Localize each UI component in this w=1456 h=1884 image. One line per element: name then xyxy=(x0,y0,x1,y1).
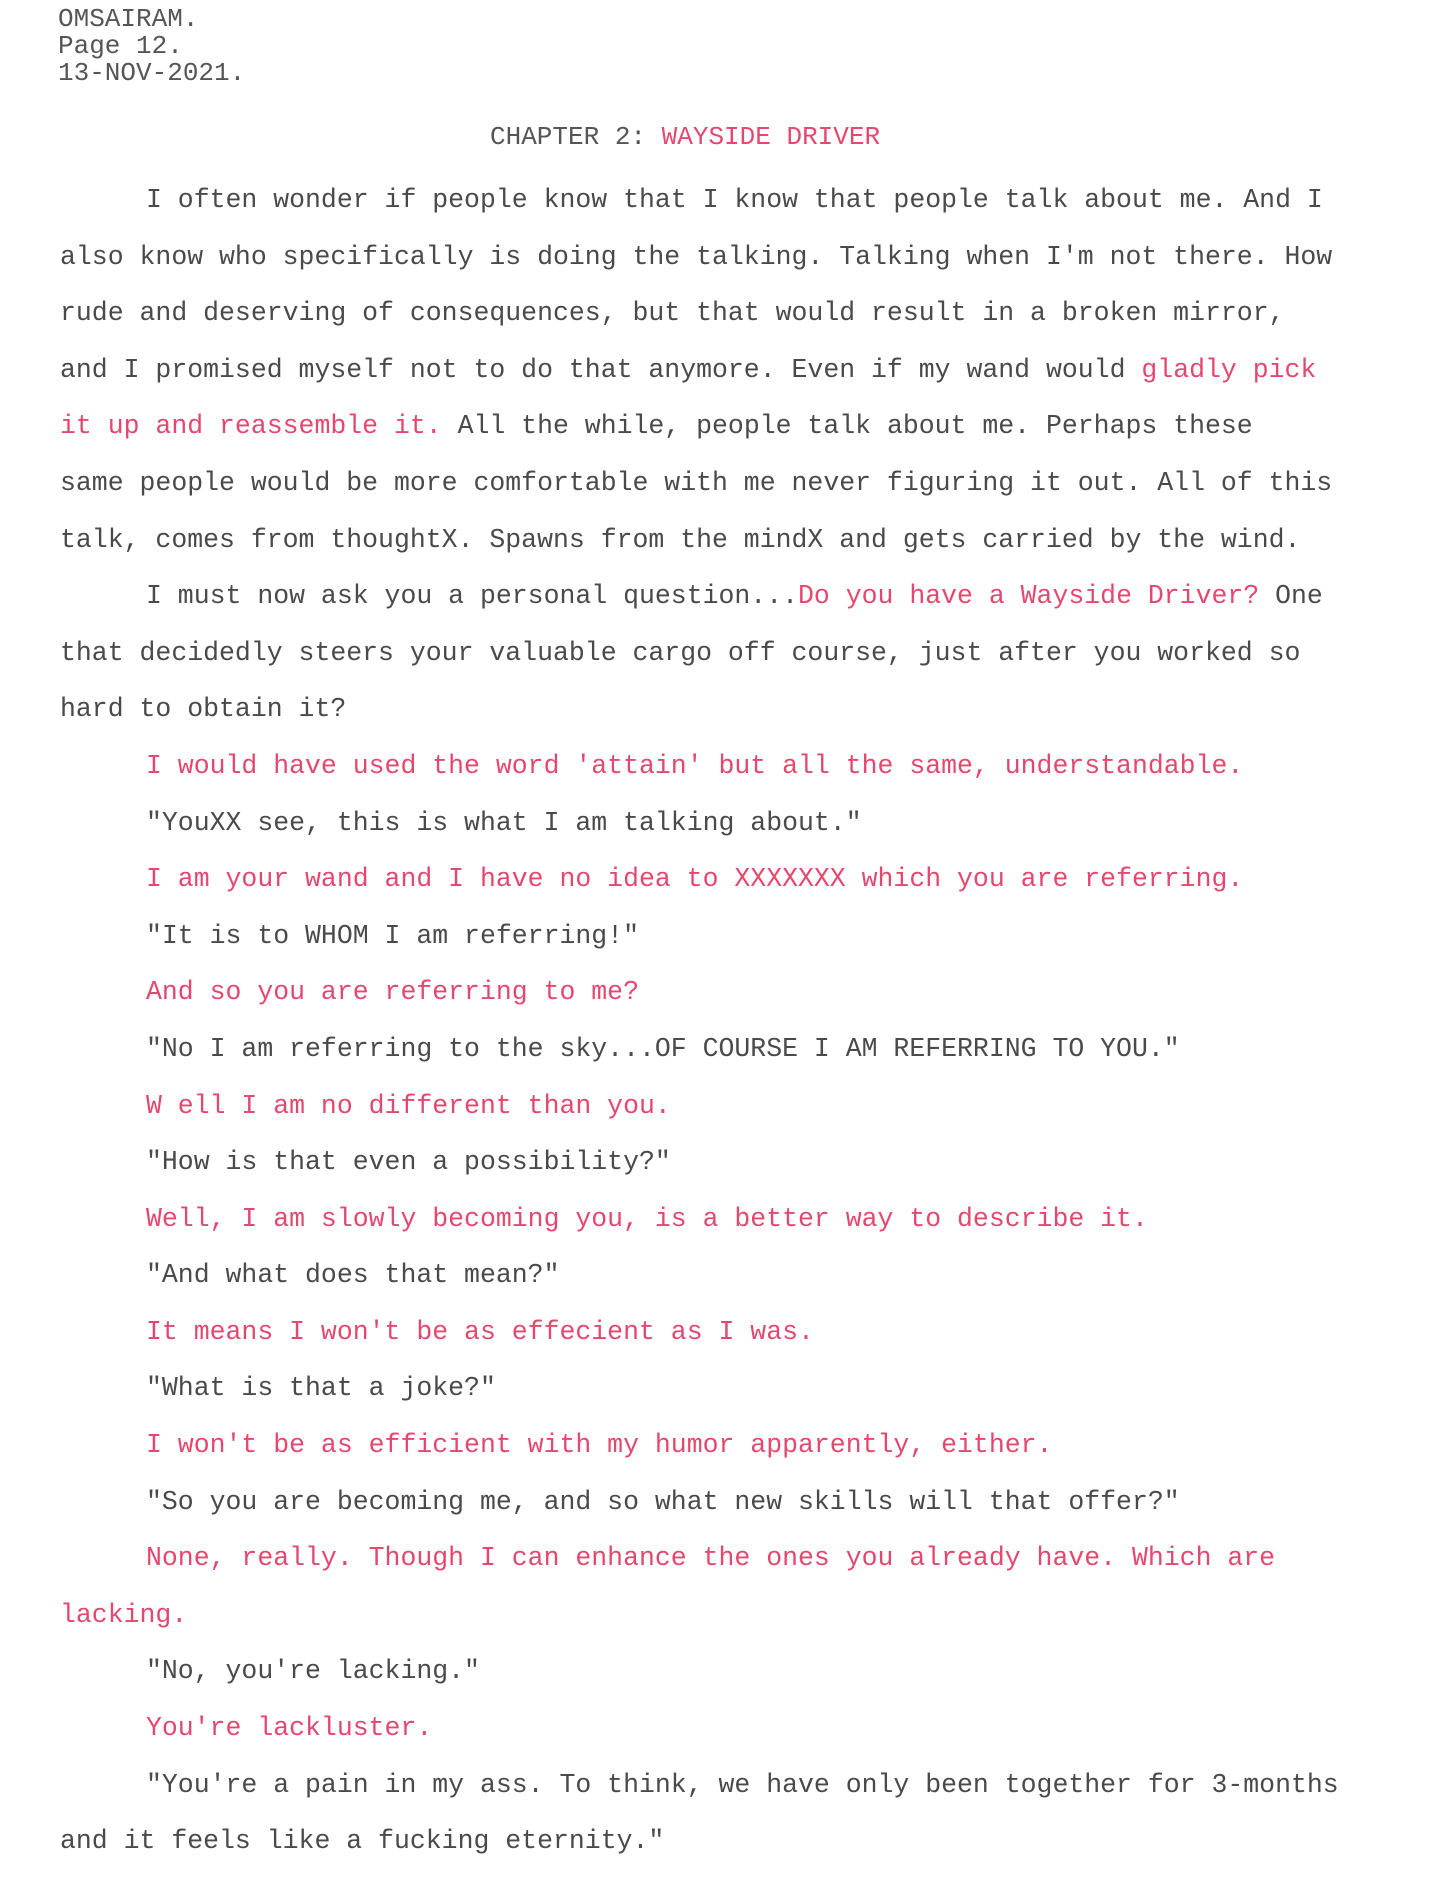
narrator-dialogue-line: "What is that a joke?" xyxy=(146,1373,496,1404)
narration-segment: and I promised myself not to do that anymore. Even if my wand would xyxy=(60,354,1142,385)
chapter-heading xyxy=(490,122,880,152)
narration-line: I often wonder if people know that I know that people talk about me. And I xyxy=(146,185,1323,215)
chapter-number: CHAPTER 2: xyxy=(490,122,662,152)
wand-speech-segment: Do you have a Wayside Driver? xyxy=(798,581,1260,612)
narrator-dialogue-line: "You're a pain in my ass. To think, we have only been together for 3-months xyxy=(146,1769,1339,1800)
narrator-dialogue-line: "No, you're lacking." xyxy=(146,1656,480,1687)
header-title: OMSAIRAM. xyxy=(58,4,199,34)
narration-line xyxy=(60,342,1430,399)
narration-line: rude and deserving of consequences, but that would result in a broken mirror, xyxy=(60,298,1285,329)
wand-speech-segment: gladly pick xyxy=(1141,354,1317,385)
narration-line: that decidedly steers your valuable cargo off course, just after you worked so xyxy=(60,637,1301,668)
narration-line: same people would be more comfortable with me never figuring it out. All of this xyxy=(60,467,1333,498)
wand-dialogue-line: I would have used the word 'attain' but all the same, understandable. xyxy=(146,750,1244,781)
narration-segment: All the while, people talk about me. Perhaps these xyxy=(441,411,1253,442)
narration-line xyxy=(60,568,1430,625)
narration-line xyxy=(60,398,1430,455)
wand-speech-segment: it up and reassemble it. xyxy=(60,411,442,442)
wand-dialogue-line: I am your wand and I have no idea to XXXXXXX which you are referring. xyxy=(146,864,1244,895)
wand-dialogue-line: And so you are referring to me? xyxy=(146,977,639,1008)
wand-dialogue-line: I won't be as efficient with my humor apparently, either. xyxy=(146,1430,1053,1461)
story-body xyxy=(60,172,1430,1870)
narrator-dialogue-line: "And what does that mean?" xyxy=(146,1260,560,1291)
wand-dialogue-line: It means I won't be as effecient as I was. xyxy=(146,1316,814,1347)
wand-dialogue-line: None, really. Though I can enhance the ones you already have. Which are xyxy=(146,1543,1276,1574)
narrator-dialogue-line: "So you are becoming me, and so what new skills will that offer?" xyxy=(146,1486,1180,1517)
narration-line: hard to obtain it? xyxy=(60,694,347,725)
narrator-dialogue-line: "It is to WHOM I am referring!" xyxy=(146,920,639,951)
narrator-dialogue-line: "No I am referring to the sky...OF COURSE I AM REFERRING TO YOU." xyxy=(146,1033,1180,1064)
wand-dialogue-line: W ell I am no different than you. xyxy=(146,1090,671,1121)
narration-line: also know who specifically is doing the talking. Talking when I'm not there. How xyxy=(60,241,1333,272)
narration-line: talk, comes from thoughtX. Spawns from the mindX and gets carried by the wind. xyxy=(60,524,1301,555)
page-header xyxy=(58,6,245,87)
wand-dialogue-line: lacking. xyxy=(60,1599,188,1630)
page-number: Page 12. xyxy=(58,31,183,61)
narration-segment: I must now ask you a personal question... xyxy=(146,581,799,612)
narration-segment: One xyxy=(1259,581,1323,612)
chapter-title: WAYSIDE DRIVER xyxy=(661,122,881,152)
narrator-dialogue-line: "YouXX see, this is what I am talking about." xyxy=(146,807,862,838)
wand-dialogue-line: Well, I am slowly becoming you, is a better way to describe it. xyxy=(146,1203,1148,1234)
page-date: 13-NOV-2021. xyxy=(58,58,246,88)
narrator-dialogue-line: and it feels like a fucking eternity." xyxy=(60,1826,665,1857)
wand-dialogue-line: You're lackluster. xyxy=(146,1713,433,1744)
narrator-dialogue-line: "How is that even a possibility?" xyxy=(146,1147,671,1178)
